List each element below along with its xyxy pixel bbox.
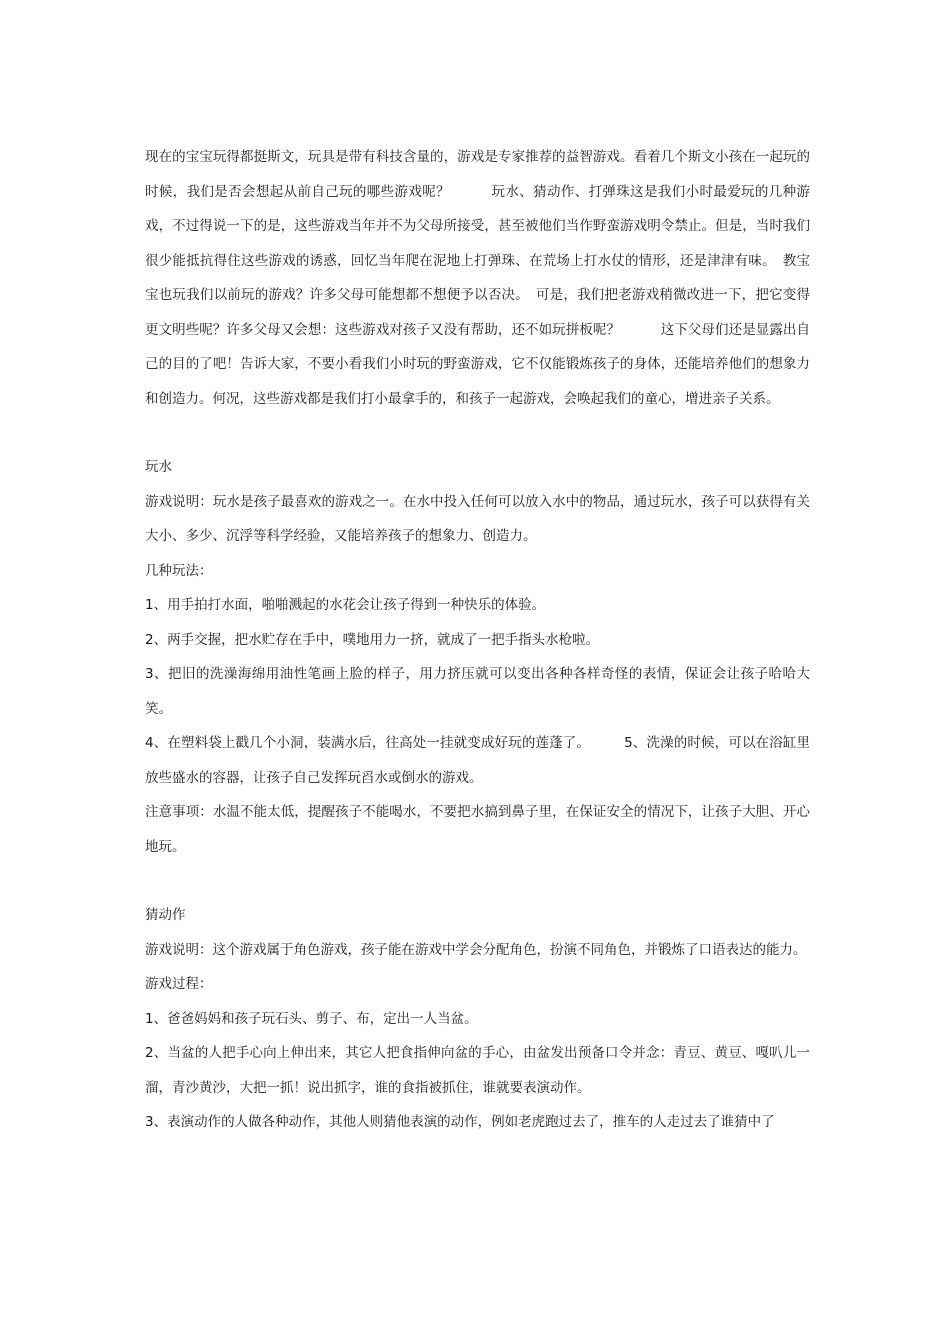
section-spacer xyxy=(145,416,810,450)
section-title: 猜动作 xyxy=(145,907,186,923)
section-play-water xyxy=(145,450,810,864)
list-item: 1、用手拍打水面，啪啪溅起的水花会让孩子得到一种快乐的体验。 xyxy=(145,597,546,613)
document-body xyxy=(145,140,810,1140)
list-item: 1、爸爸妈妈和孩子玩石头、剪子、布，定出一人当盆。 xyxy=(145,1010,478,1027)
intro-paragraph: 现在的宝宝玩得都挺斯文，玩具是带有科技含量的，游戏是专家推荐的益智游戏。看着几个斯文小孩在一起玩的时候，我们是否会想起从前自己玩的哪些游戏呢？ 玩水、猜动作、打弹珠这是我们小时最爱玩的几种游戏，不过得说一下的是，这些游戏当年并不为父母所接受，甚至被他们当作野蛮游戏明令禁止。但是，当时我们很少能抵抗得住这些游戏的诱惑，回忆当年爬在泥地上打弹珠、在荒场上打水仗的情形，还是津津有味。 教宝宝也玩我们以前玩的游戏？许多父母可能想都不想便予以否决。 可是，我们把老游戏稍微改进一下，把它变得更文明些呢？许多父母又会想：这些游戏对孩子又没有帮助，还不如玩拼板呢？ 这下父母们还是显露出自己的目的了吧！告诉大家，不要小看我们小时玩的野蛮游戏，它不仅能锻炼孩子的身体，还能培养他们的想象力和创造力。何况，这些游戏都是我们打小最拿手的，和孩子一起游戏，会唤起我们的童心，增进亲子关系。 xyxy=(145,149,810,407)
list-item: 3、把旧的洗澡海绵用油性笔画上脸的样子，用力挤压就可以变出各种各样奇怪的表情，保证会让孩子哈哈大笑。 xyxy=(145,666,810,717)
game-description: 游戏说明：玩水是孩子最喜欢的游戏之一。在水中投入任何可以放入水中的物品，通过玩水，孩子可以获得有关大小、多少、沉浮等科学经验，又能培养孩子的想象力、创造力。 xyxy=(145,493,810,544)
list-item: 3、表演动作的人做各种动作，其他人则猜他表演的动作，例如老虎跑过去了，推车的人走过去了谁猜中了 xyxy=(145,1114,775,1130)
list-item: 4、在塑料袋上戳几个小洞，装满水后，往高处一挂就变成好玩的莲蓬了。 5、洗澡的时候，可以在浴缸里放些盛水的容器，让孩子自己发挥玩舀水或倒水的游戏。 xyxy=(145,735,810,786)
process-label: 游戏过程： xyxy=(145,976,213,992)
game-description: 游戏说明：这个游戏属于角色游戏，孩子能在游戏中学会分配角色，扮演不同角色，并锻炼了口语表达的能力。 xyxy=(145,941,807,958)
notes-paragraph: 注意事项：水温不能太低，提醒孩子不能喝水，不要把水搞到鼻子里，在保证安全的情况下，让孩子大胆、开心地玩。 xyxy=(145,804,810,855)
list-item: 2、两手交握，把水贮存在手中，噗地用力一挤，就成了一把手指头水枪啦。 xyxy=(145,631,600,648)
methods-label: 几种玩法： xyxy=(145,562,213,579)
section-title: 玩水 xyxy=(145,459,172,475)
list-item: 2、当盆的人把手心向上伸出来，其它人把食指伸向盆的手心，由盆发出预备口令并念：青豆、黄豆、嘎叭儿一溜，青沙黄沙，大把一抓！说出抓字，谁的食指被抓住，谁就要表演动作。 xyxy=(145,1045,810,1096)
section-guess-action xyxy=(145,898,810,1140)
section-spacer xyxy=(145,864,810,898)
